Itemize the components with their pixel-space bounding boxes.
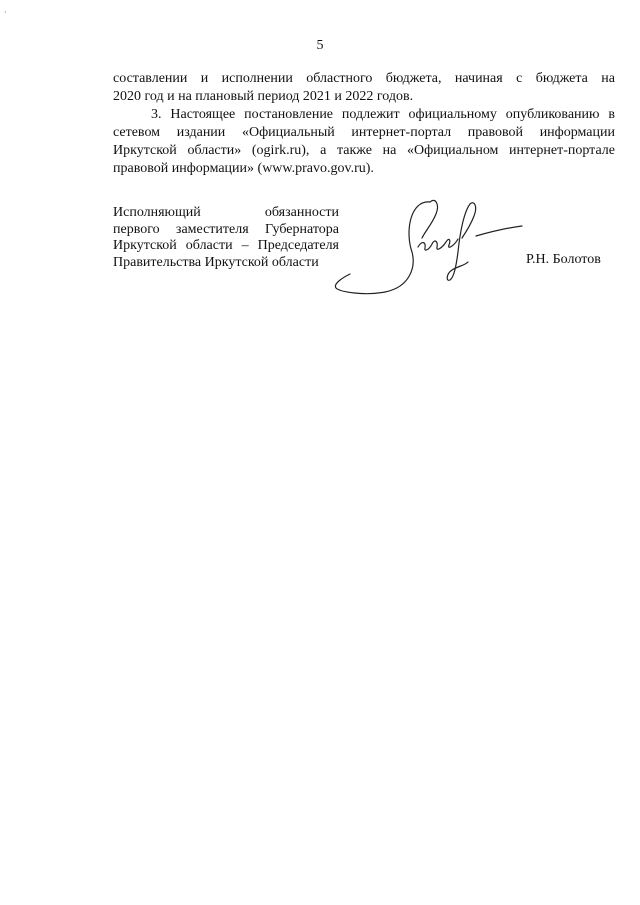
text-line: правовой информации» (www.pravo.gov.ru). [113, 161, 374, 176]
signatory-name: Р.Н. Болотов [526, 252, 601, 267]
position-line: Исполняющий обязанности [113, 205, 339, 220]
signatory-position [113, 205, 339, 271]
handwritten-signature [330, 192, 530, 302]
position-line: Иркутской области – Председателя [113, 238, 339, 253]
position-line: Правительства Иркутской области [113, 254, 319, 270]
paragraph-publication [113, 106, 615, 178]
text-line: 3. Настоящее постановление подлежит официальному опубликованию в [151, 107, 615, 122]
text-line: Иркутской области» (ogirk.ru), а также на «Официальном интернет-портале [113, 143, 615, 158]
page-number: 5 [316, 38, 324, 53]
text-line: 2020 год и на плановый период 2021 и 2022 годов. [113, 89, 414, 104]
paragraph-budget [113, 70, 615, 106]
scan-mark: · [4, 8, 7, 17]
text-line: составлении и исполнении областного бюджета, начиная с бюджета на [113, 71, 615, 86]
text-line: сетевом издании «Официальный интернет-портал правовой информации [113, 125, 615, 140]
position-line: первого заместителя Губернатора [113, 221, 339, 237]
